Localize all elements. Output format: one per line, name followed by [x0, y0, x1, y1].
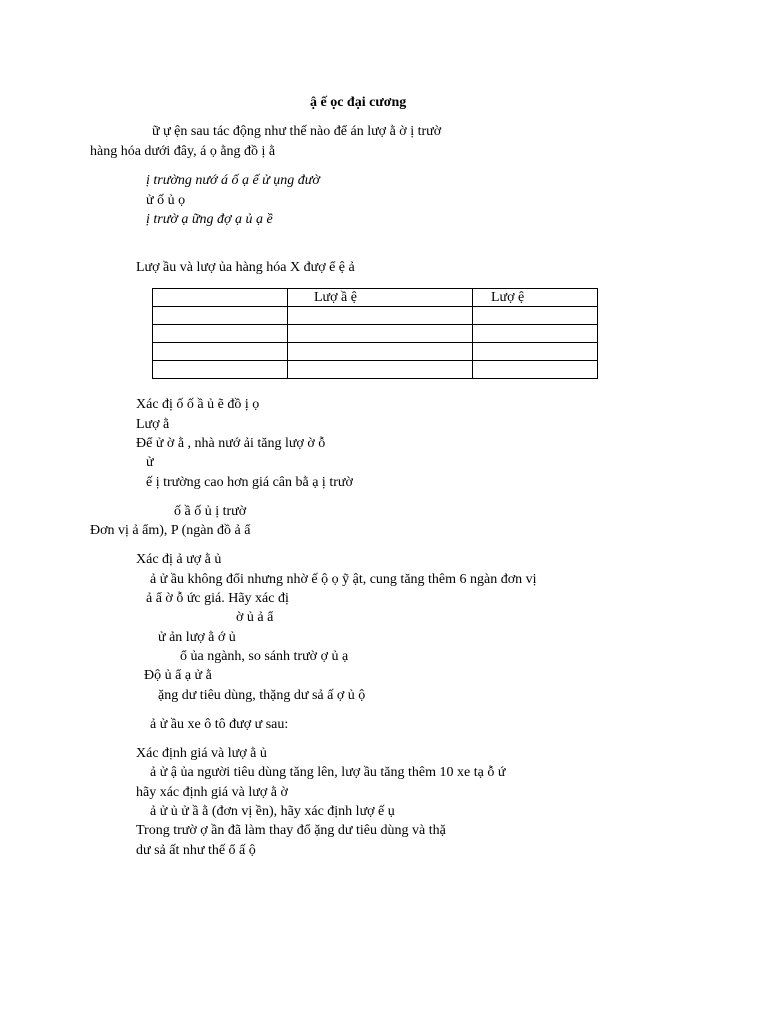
table-row — [153, 343, 598, 361]
text-line: Xác đị ố ố ầ ủ ẽ đồ ị ọ — [136, 397, 260, 412]
table-header-cell: Lượ ệ — [473, 289, 598, 307]
text-line: Xác đị ả ượ ằ ủ — [136, 552, 222, 567]
text-line: ả ử ầu không đổi nhưng nhờ ế ộ ọ ỹ ật, cung tăng thêm 6 ngàn đơn vị — [150, 572, 537, 587]
text-line: ị trườ ạ ững đợ ạ ủ ạ ề — [146, 212, 273, 227]
text-line: ổ ủa ngành, so sánh trườ ợ ủ ạ — [180, 649, 349, 664]
text-line: ả ẩ ờ ỗ ức giá. Hãy xác đị — [146, 591, 289, 606]
page-title: ậ ế ọc đại cương — [310, 95, 407, 110]
text-line: hãy xác định giá và lượ ằ ờ — [136, 785, 288, 800]
table-cell — [153, 307, 288, 325]
text-line: ả ử ậ ủa người tiêu dùng tăng lên, lượ ầu tăng thêm 10 xe tạ ỗ ứ — [150, 765, 506, 780]
table-cell — [473, 343, 598, 361]
table-header-cell: Lượ ầ ệ — [288, 289, 473, 307]
table-cell — [288, 307, 473, 325]
text-line: Trong trườ ợ ần đã làm thay đổ ặng dư tiêu dùng và thặ — [136, 823, 446, 838]
text-line: ử — [146, 455, 154, 470]
table-cell — [473, 361, 598, 379]
text-line: Để ử ờ ằ , nhà nướ ải tăng lượ ờ ỗ — [136, 436, 326, 451]
table-cell — [288, 325, 473, 343]
table-header-cell — [153, 289, 288, 307]
text-line: dư sả ất như thế ổ ấ ộ — [136, 843, 256, 858]
text-line: ế ị trường cao hơn giá cân bằ ạ ị trườ — [146, 475, 353, 490]
table-cell — [473, 307, 598, 325]
text-line: Đơn vị ả ẩm), P (ngàn đồ ả ẩ — [90, 523, 251, 538]
text-line: Độ ủ ẩ ạ ử ằ — [144, 668, 212, 683]
text-line: ờ ủ ả ẩ — [236, 610, 274, 625]
table-cell — [288, 361, 473, 379]
table-cell — [153, 325, 288, 343]
text-line: ả ử ầu xe ô tô đượ ư sau: — [150, 717, 289, 732]
text-line: Xác định giá và lượ ằ ủ — [136, 746, 267, 761]
data-table — [152, 288, 598, 379]
text-line: ặng dư tiêu dùng, thặng dư sả ấ ợ ủ ộ — [158, 688, 366, 703]
table-row — [153, 325, 598, 343]
text-line: ữ ự ện sau tác động như thế nào để án lượ ằ ờ ị trườ — [152, 124, 442, 139]
table-cell — [153, 361, 288, 379]
table-row — [153, 361, 598, 379]
text-line: ử ố ủ ọ — [146, 193, 186, 208]
table-cell — [473, 325, 598, 343]
text-line: ị trường nướ á ố ạ ế ử ụng đườ — [146, 173, 320, 188]
text-line: Lượ ầu và lượ ủa hàng hóa X đượ ể ệ ả — [136, 260, 355, 275]
table-cell — [288, 343, 473, 361]
text-line: ả ử ủ ử ầ ằ (đơn vị ền), hãy xác định lượ ế ụ — [150, 804, 395, 819]
table-header-row — [153, 289, 598, 307]
text-line: ố ầ ố ủ ị trườ — [174, 504, 247, 519]
table-row — [153, 307, 598, 325]
text-line: hàng hóa dưới đây, á ọ ằng đồ ị ằ — [90, 144, 276, 159]
text-line: Lượ ằ — [136, 417, 170, 432]
table-cell — [153, 343, 288, 361]
text-line: ử ản lượ ằ ớ ủ — [158, 630, 236, 645]
